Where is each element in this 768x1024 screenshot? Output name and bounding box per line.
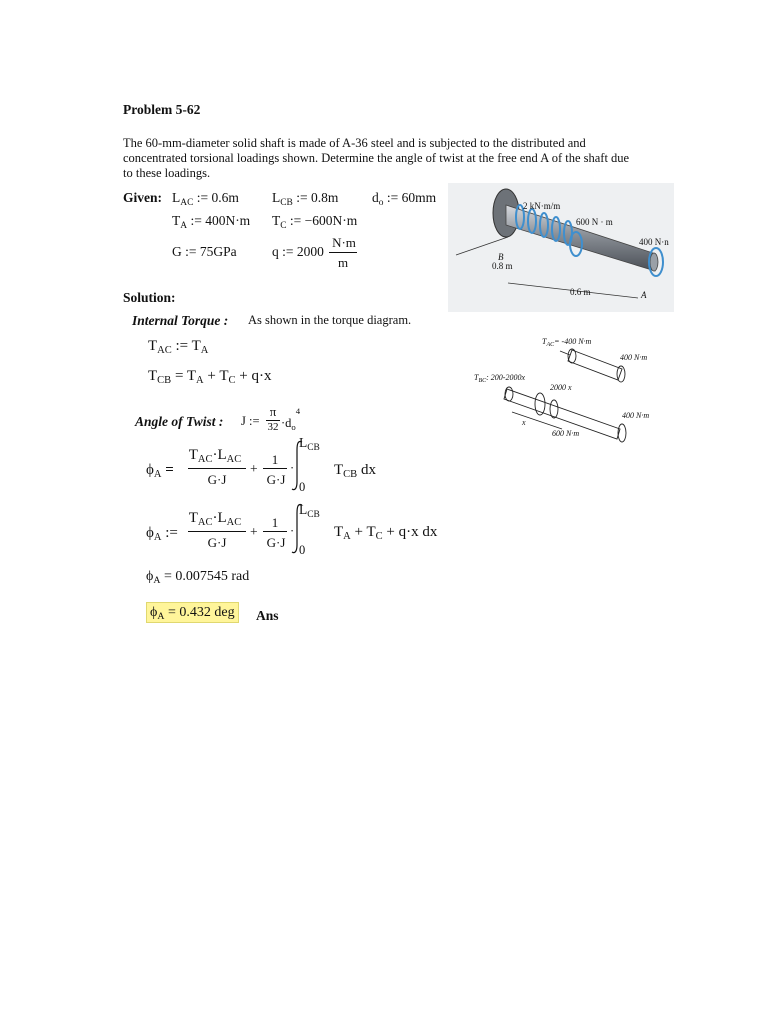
- given-ta: [172, 213, 250, 231]
- symbol: ·L: [212, 510, 227, 526]
- given-lcb: [272, 190, 338, 208]
- subscript: C: [280, 221, 287, 231]
- t400-b-label: 400 N·m: [622, 411, 650, 420]
- subscript: C: [228, 375, 236, 386]
- phi-a-eq: [146, 462, 174, 480]
- statement-line: concentrated torsional loadings shown. Determine the angle of twist at the free end A of the shaft due: [123, 151, 630, 165]
- value: := 0.8m: [292, 190, 339, 205]
- x-label: x: [522, 418, 526, 427]
- term: + q·x: [235, 368, 272, 384]
- plus-sign: +: [250, 461, 258, 476]
- subscript: CB: [280, 198, 293, 208]
- value: = 0.007545 rad: [160, 569, 250, 584]
- torque-600-label: 600 N · m: [576, 217, 613, 227]
- j-def-den: 32: [267, 421, 279, 433]
- value: := 60mm: [383, 190, 437, 205]
- subscript: AC: [157, 345, 172, 356]
- solution-label: Solution:: [123, 290, 176, 305]
- problem-title: Problem 5-62: [123, 102, 201, 117]
- tbc-label: $T_{BC}$: 200-2000x: [474, 373, 526, 384]
- symbol: L: [272, 190, 281, 205]
- dot: ·: [290, 461, 295, 475]
- operator: =: [165, 462, 174, 478]
- term: + q·x dx: [382, 524, 438, 540]
- dim-06-label: 0.6 m: [570, 287, 591, 297]
- fraction-bar: [329, 252, 357, 253]
- torque-diagram: [472, 332, 672, 450]
- symbol: T: [334, 462, 344, 478]
- value: = 0.432 deg: [164, 605, 235, 620]
- subscript: CB: [307, 510, 320, 520]
- symbol: ϕ: [146, 569, 154, 584]
- subscript: o: [291, 422, 296, 433]
- symbol: T: [334, 524, 344, 540]
- shaft-figure: [448, 183, 674, 312]
- symbol: ·d: [281, 416, 292, 431]
- t600-label: 600 N·m: [552, 429, 580, 438]
- subscript: CB: [157, 375, 172, 386]
- q-unit-denominator: m: [337, 255, 349, 270]
- symbol: ϕ: [146, 525, 154, 541]
- result-deg: [146, 605, 239, 622]
- one: 1: [271, 452, 279, 467]
- operator: :=: [165, 525, 178, 541]
- value: := 400N·m: [187, 213, 251, 228]
- statement-line: to these loadings.: [123, 166, 211, 180]
- symbol: ·L: [212, 447, 227, 463]
- symbol: T: [148, 368, 158, 384]
- symbol: L: [299, 502, 308, 517]
- torque-400-label: 400 N·n: [639, 237, 669, 247]
- given-do: [372, 190, 436, 208]
- subscript: AC: [180, 198, 194, 208]
- symbol: T: [172, 213, 181, 228]
- q-unit-numerator: N·m: [332, 235, 356, 250]
- plus-sign: +: [250, 524, 258, 539]
- ans-label: Ans: [256, 608, 279, 623]
- integrand-full: [334, 524, 437, 542]
- fraction-bar: [188, 531, 246, 532]
- symbol: d: [372, 190, 379, 205]
- point-a-label: A: [641, 290, 647, 300]
- subscript: CB: [343, 469, 358, 480]
- value: := 0.6m: [193, 190, 239, 205]
- subscript: A: [157, 611, 165, 622]
- value: := −600N·m: [286, 213, 358, 228]
- j-def-num: π: [269, 404, 277, 419]
- operator: + T: [350, 524, 376, 540]
- section-ac-sketch: [560, 349, 625, 382]
- subscript: AC: [226, 517, 242, 528]
- given-tc: [272, 213, 357, 231]
- result-rad: [146, 569, 249, 586]
- internal-torque-text: As shown in the torque diagram.: [248, 313, 412, 327]
- symbol: T: [188, 510, 198, 526]
- j-def-lhs: J :=: [241, 414, 260, 428]
- phi-frac-num: [184, 447, 246, 465]
- one: 1: [271, 515, 279, 530]
- subscript: AC: [226, 454, 242, 465]
- fraction-bar: [263, 468, 287, 469]
- highlighted-answer: [146, 602, 239, 623]
- operator: := T: [171, 338, 201, 354]
- shaft-end-a: [650, 253, 658, 271]
- phi-frac-num: [184, 510, 246, 528]
- angle-of-twist-label: Angle of Twist :: [135, 414, 224, 429]
- phi-frac-den: G·J: [266, 472, 286, 487]
- subscript: o: [378, 198, 384, 208]
- symbol: T: [148, 338, 158, 354]
- subscript: AC: [197, 454, 213, 465]
- subscript: A: [153, 469, 162, 480]
- operator: + T: [203, 368, 229, 384]
- subscript: AC: [197, 517, 213, 528]
- integral-upper: [299, 435, 320, 453]
- differential: dx: [357, 462, 376, 478]
- subscript: A: [200, 345, 209, 356]
- given-lac: [172, 190, 239, 208]
- subscript: A: [343, 531, 351, 542]
- tac-label: $T_{AC}= -400$ N·m: [542, 337, 592, 348]
- given-label: Given:: [123, 190, 162, 205]
- operator: = T: [171, 368, 197, 384]
- statement-line: The 60-mm-diameter solid shaft is made of A-36 steel and is subjected to the distributed and: [123, 136, 586, 150]
- internal-torque-label: Internal Torque :: [132, 313, 229, 328]
- phi-a-assign: [146, 525, 178, 543]
- symbol: T: [272, 213, 281, 228]
- dot: ·: [290, 524, 295, 538]
- integral-upper: [299, 502, 320, 520]
- subscript: A: [153, 575, 161, 586]
- subscript: A: [196, 375, 204, 386]
- problem-statement: [123, 136, 673, 181]
- symbol: L: [172, 190, 181, 205]
- eq-tcb: [148, 368, 271, 386]
- integral-lower: 0: [299, 480, 306, 494]
- phi-frac-den: G·J: [207, 472, 227, 487]
- symbol: L: [299, 435, 308, 450]
- j-def-do: [281, 406, 301, 433]
- phi-frac-den: G·J: [266, 535, 286, 550]
- subscript: A: [180, 221, 188, 231]
- symbol: ϕ: [146, 462, 154, 478]
- dist-load-label: 2 kN·m/m: [523, 201, 561, 211]
- symbol: ϕ: [150, 605, 158, 620]
- dim-08-label: 0.8 m: [492, 261, 513, 271]
- given-q: q := 2000: [272, 244, 324, 259]
- t2000x-label: 2000 x: [550, 383, 572, 392]
- subscript: CB: [307, 443, 320, 453]
- eq-tac: [148, 338, 208, 356]
- subscript: A: [153, 532, 162, 543]
- point-b-label: B: [498, 252, 504, 262]
- fraction-bar: [263, 531, 287, 532]
- t400-a-label: 400 N·m: [620, 353, 648, 362]
- given-g: G := 75GPa: [172, 244, 237, 259]
- fraction-bar: [188, 468, 246, 469]
- integrand-tcb: [334, 462, 376, 480]
- symbol: T: [188, 447, 198, 463]
- phi-frac-den: G·J: [207, 535, 227, 550]
- exponent: 4: [295, 406, 301, 416]
- subscript: C: [375, 531, 383, 542]
- integral-lower: 0: [299, 543, 306, 557]
